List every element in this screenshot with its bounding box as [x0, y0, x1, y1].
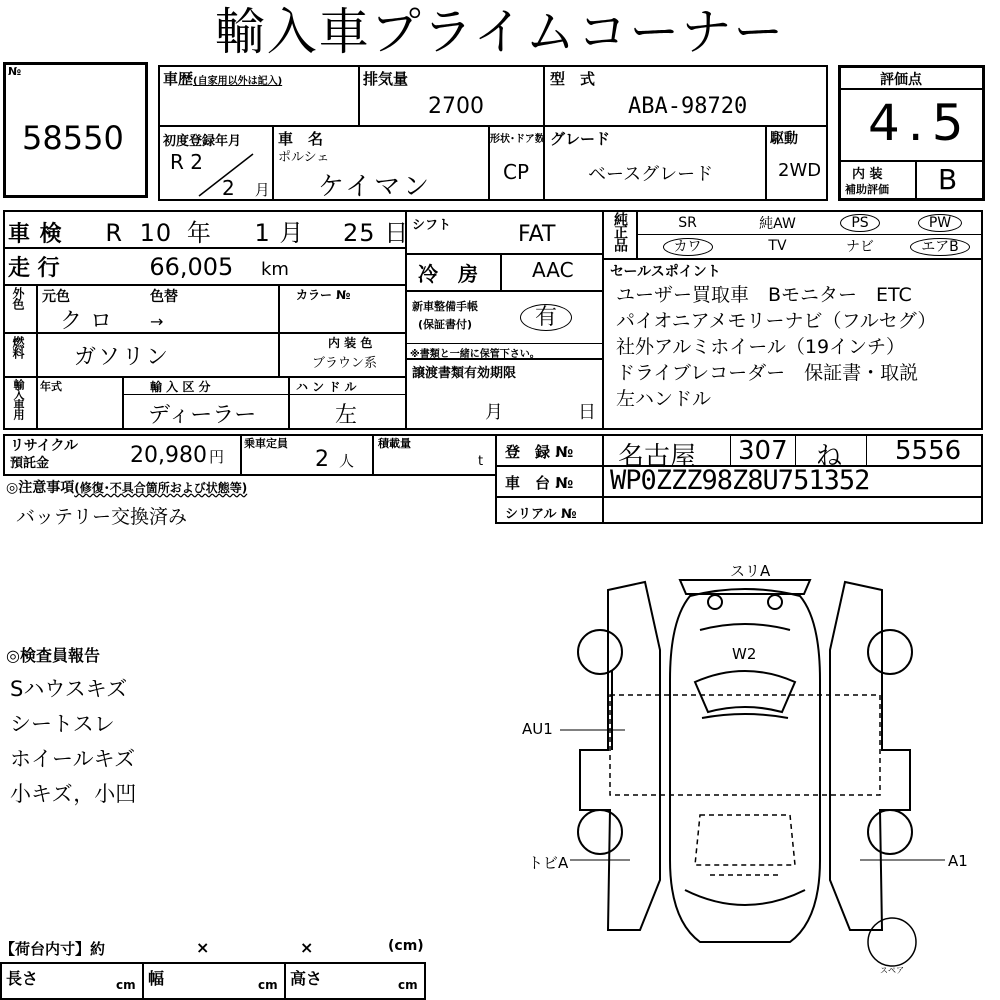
- inspector-line: ホイールキズ: [10, 747, 136, 771]
- inspection-row: 車 検 R 10 年 1 月 25 日: [8, 219, 410, 247]
- diagram-label-left-mid: AU1: [522, 720, 553, 738]
- equipment-label: 純正品: [612, 212, 628, 251]
- capacity-value: 2 人: [315, 447, 355, 472]
- shape-label: 形状･ドア数: [490, 134, 545, 145]
- inspector-line: Sハウスキズ: [10, 677, 128, 701]
- cargo-x2: ×: [300, 938, 314, 957]
- diagram-label-top: スリA: [730, 562, 771, 580]
- transfer-label: 譲渡書類有効期限: [412, 366, 517, 381]
- score-value: 4.5: [868, 94, 972, 152]
- cargo-table: [0, 962, 426, 1000]
- history-label: 車歴(自家用以外は記入): [163, 70, 283, 88]
- manual-label-2: (保証書付): [418, 318, 473, 331]
- registration-label: 登 録 №: [505, 443, 574, 461]
- inspector-list: [10, 672, 136, 812]
- number-label: №: [8, 65, 22, 78]
- handle-value: 左: [335, 403, 358, 428]
- interior-score-label-2: 補助評価: [845, 183, 889, 196]
- diagram-label-left-low: トビA: [528, 854, 569, 872]
- exterior-color-label: 外色: [11, 287, 25, 309]
- drive-value: 2WD: [778, 160, 822, 181]
- capacity-label: 乗車定員: [244, 437, 288, 450]
- car-maker: ポルシェ: [278, 150, 330, 165]
- cargo-label: 【荷台内寸】約: [0, 940, 106, 958]
- sales-point-line: 社外アルミホイール（19インチ）: [616, 336, 906, 358]
- cargo-width-unit: cm: [258, 978, 278, 992]
- equip-pw: PW: [900, 215, 980, 231]
- recycle-label-1: リサイクル: [10, 438, 79, 454]
- cargo-x1: ×: [196, 938, 210, 957]
- recycle-label-2: 預託金: [10, 456, 50, 471]
- displacement-label: 排気量: [363, 70, 409, 88]
- import-label: 輸入車用: [12, 379, 25, 419]
- car-name-value: ケイマン: [318, 172, 433, 202]
- equip-ps: PS: [820, 215, 900, 231]
- car-damage-diagram: [520, 560, 990, 980]
- interior-color-value: ブラウン系: [312, 356, 378, 371]
- reg-area: 名古屋: [618, 442, 697, 472]
- transfer-month: 月: [485, 402, 503, 423]
- sales-point-line: パイオニアメモリーナビ（フルセグ）: [616, 310, 937, 332]
- first-reg-era: R 2: [170, 150, 203, 174]
- grade-value: ベースグレード: [588, 164, 714, 185]
- color-value: クロ: [60, 309, 121, 334]
- number-value: 58550: [22, 119, 124, 157]
- interior-score-label-1: 内 装: [852, 167, 883, 182]
- diagram-label-center: W2: [732, 645, 757, 663]
- sales-point-line: ドライブレコーダー 保証書・取説: [616, 362, 919, 384]
- interior-color-label: 内 装 色: [328, 336, 373, 350]
- shift-label: シフト: [412, 218, 452, 233]
- color-arrow: →: [150, 312, 164, 331]
- displacement-value: 2700: [428, 94, 484, 119]
- sales-point-line: 左ハンドル: [616, 388, 712, 410]
- cargo-width-label: 幅: [148, 969, 165, 988]
- fuel-value: ガソリン: [74, 345, 171, 370]
- manual-label-1: 新車整備手帳: [412, 300, 478, 313]
- notes-label: ◎注意事項(修復･不具合箇所および状態等): [6, 480, 248, 496]
- orig-color-label: 元色: [42, 289, 70, 305]
- model-value: ABA-98720: [628, 94, 748, 119]
- diagram-label-spare: スペア: [880, 966, 904, 975]
- sales-points-list: [616, 282, 936, 412]
- import-year-label: 年式: [40, 380, 62, 393]
- model-label: 型 式: [550, 70, 596, 88]
- cargo-unit: (cm): [388, 938, 424, 954]
- ac-label: 冷 房: [418, 262, 478, 286]
- handle-label: ハ ン ド ル: [296, 380, 357, 394]
- grade-label: グレード: [550, 130, 611, 148]
- load-label: 積載量: [378, 437, 411, 450]
- equip-leather: カワ: [640, 236, 735, 256]
- number-box: [3, 62, 148, 198]
- chassis-value: WP0ZZZ98Z8U751352: [610, 465, 870, 496]
- fuel-label: 燃料: [11, 336, 25, 358]
- mileage-row: 走 行 66,005 km: [8, 253, 289, 281]
- reg-kana: ね: [816, 442, 843, 472]
- inspector-label: ◎検査員報告: [6, 646, 100, 665]
- ac-value: AAC: [532, 258, 574, 282]
- load-unit: t: [478, 454, 484, 469]
- recycle-value: 20,980 円: [130, 443, 224, 468]
- shape-value: CP: [503, 160, 530, 184]
- cargo-length-label: 長さ: [6, 969, 39, 988]
- interior-score-value: B: [938, 163, 958, 196]
- first-reg-label: 初度登録年月: [163, 134, 242, 149]
- import-type-value: ディーラー: [148, 403, 257, 428]
- equip-airbag: エアB: [900, 236, 980, 256]
- sales-points-label: セールスポイント: [610, 264, 721, 280]
- manual-value: 有: [520, 300, 572, 331]
- score-label: 評価点: [880, 72, 922, 88]
- page-title: 輸入車プライムコーナー: [214, 3, 786, 61]
- equipment-grid: [640, 212, 980, 258]
- car-name-label: 車 名: [278, 130, 324, 148]
- transfer-day: 日: [578, 402, 596, 423]
- sales-point-line: ユーザー買取車 Bモニター ETC: [616, 284, 912, 306]
- inspector-line: シートスレ: [10, 712, 115, 736]
- shift-value: FAT: [518, 222, 556, 247]
- serial-label: シリアル №: [505, 507, 577, 522]
- cargo-height-unit: cm: [398, 978, 418, 992]
- chassis-label: 車 台 №: [505, 474, 574, 492]
- import-type-label: 輸 入 区 分: [150, 380, 211, 394]
- equip-tv: TV: [768, 238, 787, 254]
- inspector-line: 小キズ，小凹: [10, 782, 137, 806]
- cargo-length-unit: cm: [116, 978, 136, 992]
- reg-class: 307: [738, 436, 788, 466]
- diagram-label-right-low: A1: [948, 852, 968, 870]
- repaint-label: 色替: [150, 289, 178, 305]
- first-reg-month: 2 月: [222, 176, 270, 200]
- notes-value: バッテリー交換済み: [16, 506, 188, 528]
- drive-label: 駆動: [770, 131, 798, 147]
- equip-sr: SR: [678, 215, 697, 231]
- equip-navi: ナビ: [846, 239, 874, 255]
- reg-number: 5556: [895, 436, 962, 466]
- equip-aw: 純AW: [759, 216, 796, 232]
- manual-note: ※書類と一緒に保管下さい。: [410, 349, 540, 360]
- color-no-label: カラー №: [296, 288, 351, 302]
- cargo-height-label: 高さ: [290, 969, 323, 988]
